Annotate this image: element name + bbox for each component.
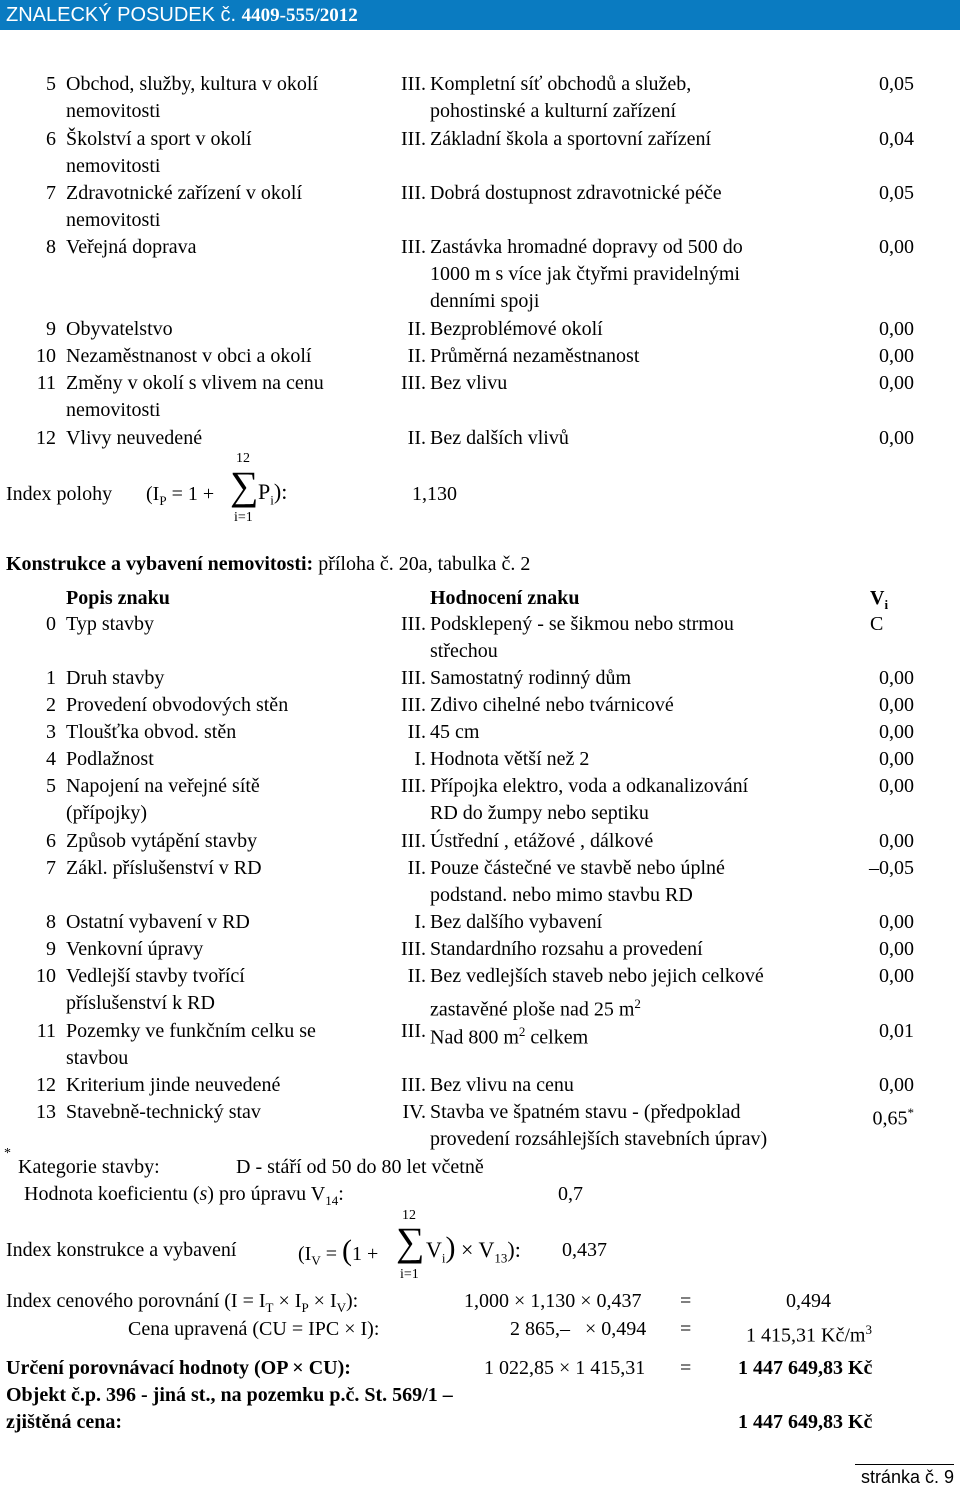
row-description — [430, 316, 830, 343]
row-description-line — [430, 71, 830, 98]
row-label — [66, 746, 386, 773]
kategorie-label: Kategorie stavby: — [18, 1156, 160, 1178]
porovnani-label: Index cenového porovnání $(I = I_T \times I_P \times I_V)$: — [6, 1290, 359, 1315]
description-text: Bezproblémové okolí — [430, 318, 603, 340]
kategorie-value: D - stáří od 50 do 80 let včetně — [236, 1156, 484, 1178]
row-description-line — [430, 963, 830, 990]
value-text: 0,00 — [879, 938, 914, 960]
row-grade: III. — [401, 775, 426, 797]
cena-calc: 2 865,– × 0,494 — [510, 1318, 647, 1340]
cena-result: 1 415,31 $Kč/m^3$ — [746, 1322, 872, 1347]
value-text: 0,00 — [879, 427, 914, 449]
row-number: 12 — [36, 1074, 56, 1096]
row-label-line: Školství a sport v okolí — [66, 128, 252, 150]
row-grade: II. — [407, 857, 426, 879]
row-label — [66, 343, 386, 370]
row-grade: III. — [401, 1020, 426, 1042]
superscript: 2 — [518, 1024, 526, 1039]
row-description — [430, 909, 830, 936]
row-label-line: příslušenství k RD — [66, 992, 215, 1014]
row-value — [814, 71, 914, 98]
row-grade: III. — [401, 613, 426, 635]
porovnani-eq: = — [680, 1290, 692, 1312]
row-value — [814, 180, 914, 207]
row-value — [814, 963, 914, 990]
urceni-result: 1 447 649,83 Kč — [738, 1357, 873, 1379]
row-label-line: stavbou — [66, 1047, 129, 1069]
row-description-line — [430, 746, 830, 773]
row-label — [66, 180, 386, 234]
porovnani-result: 0,494 — [786, 1290, 831, 1312]
sum2-symbol: ∑ — [396, 1219, 425, 1264]
row-description — [430, 1072, 830, 1099]
row-label — [66, 719, 386, 746]
row-description-line — [430, 909, 830, 936]
row-label — [66, 1099, 386, 1126]
row-description — [430, 126, 830, 153]
row-number: 10 — [36, 965, 56, 987]
row-grade: I. — [414, 911, 426, 933]
description-text: Ústřední , etážové , dálkové — [430, 830, 654, 852]
row-number: 13 — [36, 1101, 56, 1123]
index-konstrukce-formula-start: ($I_V = (1$ + — [298, 1234, 379, 1268]
row-label-line: Druh stavby — [66, 667, 165, 689]
row-label-line: Nezaměstnanost v obci a okolí — [66, 345, 312, 367]
row-number: 9 — [46, 938, 56, 960]
row-grade: II. — [407, 345, 426, 367]
index-konstrukce-formula-end: $V_i) \times V_{13}$): — [426, 1231, 521, 1266]
row-grade: II. — [407, 965, 426, 987]
objekt-line-1: Objekt č.p. 396 - jiná st., na pozemku p.č. St. 569/1 – — [6, 1384, 453, 1406]
index-polohy-term: $P_i$): — [258, 479, 288, 508]
row-description — [430, 692, 830, 719]
description-text: RD do žumpy nebo septiku — [430, 802, 649, 824]
index-konstrukce-label: Index konstrukce a vybavení — [6, 1239, 237, 1261]
row-grade: II. — [407, 721, 426, 743]
row-value — [814, 234, 914, 261]
superscript: * — [907, 1105, 914, 1120]
row-label — [66, 425, 386, 452]
sum-lower-limit: i=1 — [234, 510, 253, 525]
row-label — [66, 126, 386, 180]
value-text: 0,00 — [879, 372, 914, 394]
row-description — [430, 425, 830, 452]
description-text: pohostinské a kulturní zařízení — [430, 100, 677, 122]
row-label — [66, 611, 386, 638]
row-label-line: Tloušťka obvod. stěn — [66, 721, 237, 743]
row-value — [814, 1099, 914, 1133]
row-label-line: Veřejná doprava — [66, 236, 197, 258]
value-text: 0,00 — [879, 667, 914, 689]
row-description-line — [430, 234, 830, 261]
row-number: 5 — [46, 775, 56, 797]
row-number: 2 — [46, 694, 56, 716]
description-text: 45 cm — [430, 721, 480, 743]
row-grade: IV. — [402, 1101, 426, 1123]
row-description-line — [430, 261, 830, 288]
description-text: Dobrá dostupnost zdravotnické péče — [430, 182, 722, 204]
row-value — [814, 370, 914, 397]
row-value — [814, 1018, 914, 1045]
sum-symbol: ∑ — [230, 463, 259, 508]
value-text: 0,00 — [879, 965, 914, 987]
document-header — [0, 0, 960, 30]
row-label — [66, 773, 386, 827]
row-description-line — [430, 1099, 830, 1126]
row-description-line — [430, 126, 830, 153]
row-label-line: Podlažnost — [66, 748, 154, 770]
value-text: 0,00 — [879, 830, 914, 852]
row-description — [430, 855, 830, 909]
index-polohy-label: Index polohy — [6, 483, 113, 505]
row-label — [66, 71, 386, 125]
description-text: Bez vlivu na cenu — [430, 1074, 574, 1096]
row-number: 7 — [46, 182, 56, 204]
row-value — [814, 909, 914, 936]
description-text: střechou — [430, 640, 498, 662]
row-number: 5 — [46, 73, 56, 95]
row-description-line — [430, 98, 830, 125]
row-label-line: nemovitosti — [66, 155, 161, 177]
value-text: 0,05 — [879, 73, 914, 95]
description-text: Bez dalších vlivů — [430, 427, 569, 449]
row-description-line — [430, 773, 830, 800]
row-description-line — [430, 611, 830, 638]
description-text: Základní škola a sportovní zařízení — [430, 128, 712, 150]
row-label-line: Kriterium jinde neuvedené — [66, 1074, 281, 1096]
objekt-value: 1 447 649,83 Kč — [738, 1411, 873, 1433]
description-text: Zdivo cihelné nebo tvárnicové — [430, 694, 674, 716]
row-label — [66, 665, 386, 692]
description-text: Hodnota větší než 2 — [430, 748, 590, 770]
row-value — [814, 746, 914, 773]
row-value — [814, 665, 914, 692]
value-text: 0,65 — [872, 1107, 908, 1130]
row-description-line — [430, 692, 830, 719]
row-description-line — [430, 828, 830, 855]
row-value — [814, 855, 914, 882]
urceni-calc: 1 022,85 × 1 415,31 — [484, 1357, 646, 1379]
row-label-line: Venkovní úpravy — [66, 938, 204, 960]
row-grade: III. — [401, 667, 426, 689]
row-label-line: Způsob vytápění stavby — [66, 830, 258, 852]
value-text: 0,00 — [879, 236, 914, 258]
value-text: C — [870, 613, 884, 635]
header-title: ZNALECKÝ POSUDEK č. — [6, 4, 237, 26]
value-text: 0,00 — [879, 911, 914, 933]
row-value — [814, 719, 914, 746]
row-description — [430, 719, 830, 746]
row-grade: I. — [414, 748, 426, 770]
row-label — [66, 692, 386, 719]
row-number: 11 — [36, 1020, 56, 1042]
description-text: Bez vlivu — [430, 372, 508, 394]
urceni-label: Určení porovnávací hodnoty (OP × CU): — [6, 1357, 351, 1379]
row-number: 8 — [46, 236, 56, 258]
row-description-line — [430, 288, 830, 315]
row-value — [814, 828, 914, 855]
description-text: zastavěné ploše nad 25 m — [430, 998, 635, 1021]
urceni-eq: = — [680, 1357, 692, 1379]
col-header-v: $V_i$ — [870, 587, 889, 612]
row-description — [430, 828, 830, 855]
row-description — [430, 773, 830, 827]
sum-upper-limit: 12 — [236, 451, 250, 466]
row-description-line — [430, 1018, 830, 1052]
row-label — [66, 963, 386, 1017]
row-number: 6 — [46, 128, 56, 150]
row-label — [66, 316, 386, 343]
description-text: 1000 m s více jak čtyřmi pravidelnými — [430, 263, 740, 285]
value-text: 0,00 — [879, 721, 914, 743]
row-description-line — [430, 1072, 830, 1099]
description-text: Standardního rozsahu a provedení — [430, 938, 703, 960]
description-text: Samostatný rodinný dům — [430, 667, 632, 689]
row-grade: III. — [401, 128, 426, 150]
page-footer — [855, 1464, 954, 1489]
col-header-hodnoceni: Hodnocení znaku — [430, 587, 580, 609]
row-label-line: Provedení obvodových stěn — [66, 694, 289, 716]
description-text: podstand. nebo mimo stavbu RD — [430, 884, 693, 906]
row-number: 4 — [46, 748, 56, 770]
row-label — [66, 234, 386, 261]
row-description — [430, 370, 830, 397]
description-text: Zastávka hromadné dopravy od 500 do — [430, 236, 743, 258]
row-number: 6 — [46, 830, 56, 852]
row-grade: III. — [401, 830, 426, 852]
row-description-line — [430, 1126, 830, 1153]
value-text: 0,00 — [879, 1074, 914, 1096]
row-number: 9 — [46, 318, 56, 340]
row-label-line: Pozemky ve funkčním celku se — [66, 1020, 316, 1042]
row-value — [814, 343, 914, 370]
row-number: 12 — [36, 427, 56, 449]
row-grade: II. — [407, 318, 426, 340]
objekt-line-2: zjištěná cena: — [6, 1411, 123, 1433]
row-label-line: Vlivy neuvedené — [66, 427, 203, 449]
row-description — [430, 180, 830, 207]
row-label — [66, 936, 386, 963]
row-value — [814, 316, 914, 343]
row-description — [430, 71, 830, 125]
row-number: 0 — [46, 613, 56, 635]
row-description-line — [430, 316, 830, 343]
konstrukce-heading: Konstrukce a vybavení nemovitosti: příloha č. 20a, tabulka č. 2 — [6, 553, 531, 575]
description-text: Bez dalšího vybavení — [430, 911, 603, 933]
row-label — [66, 909, 386, 936]
row-number: 1 — [46, 667, 56, 689]
value-text: 0,01 — [879, 1020, 914, 1042]
value-text: –0,05 — [869, 857, 914, 879]
description-text: Přípojka elektro, voda a odkanalizování — [430, 775, 749, 797]
row-label — [66, 828, 386, 855]
description-text: Podsklepený - se šikmou nebo strmou — [430, 613, 734, 635]
row-value — [814, 126, 914, 153]
index-konstrukce-value: 0,437 — [562, 1239, 607, 1261]
row-value — [814, 1072, 914, 1099]
row-description — [430, 611, 830, 665]
row-grade: III. — [401, 236, 426, 258]
value-text: 0,00 — [879, 345, 914, 367]
row-description — [430, 343, 830, 370]
row-value — [814, 692, 914, 719]
description-text: Pouze částečné ve stavbě nebo úplné — [430, 857, 725, 879]
description-text: provedení rozsáhlejších stavebních úprav) — [430, 1128, 768, 1150]
description-text: Kompletní síť obchodů a služeb, — [430, 73, 692, 95]
description-text: Stavba ve špatném stavu - (předpoklad — [430, 1101, 741, 1123]
footnote-star: * — [4, 1146, 11, 1161]
row-label — [66, 855, 386, 882]
row-description-line — [430, 370, 830, 397]
sum2-lower-limit: i=1 — [400, 1267, 419, 1282]
row-description — [430, 1099, 830, 1153]
row-label-line: Obchod, služby, kultura v okolí — [66, 73, 319, 95]
row-label-line: Zdravotnické zařízení v okolí — [66, 182, 303, 204]
row-description-line — [430, 855, 830, 882]
row-description — [430, 963, 830, 1024]
row-label-line: Ostatní vybavení v RD — [66, 911, 250, 933]
row-description — [430, 746, 830, 773]
row-label-line: Napojení na veřejné sítě — [66, 775, 260, 797]
row-label — [66, 1018, 386, 1072]
row-description-line — [430, 343, 830, 370]
row-grade: III. — [401, 694, 426, 716]
row-value — [814, 936, 914, 963]
value-text: 0,00 — [879, 318, 914, 340]
row-label — [66, 370, 386, 424]
superscript: 2 — [634, 996, 641, 1011]
row-label-line: Změny v okolí s vlivem na cenu — [66, 372, 324, 394]
value-text: 0,00 — [879, 694, 914, 716]
row-label-line: Zákl. příslušenství v RD — [66, 857, 262, 879]
row-label-line: nemovitosti — [66, 399, 161, 421]
row-label-line: nemovitosti — [66, 100, 161, 122]
index-polohy-value: 1,130 — [412, 483, 457, 505]
row-number: 8 — [46, 911, 56, 933]
page-number: 9 — [943, 1467, 954, 1487]
row-description-line — [430, 719, 830, 746]
row-description-line — [430, 800, 830, 827]
row-number: 11 — [36, 372, 56, 394]
row-description — [430, 665, 830, 692]
row-description-line — [430, 882, 830, 909]
row-label-line: (přípojky) — [66, 802, 148, 824]
footer-label: stránka č. — [860, 1467, 939, 1487]
header-number: 4409-555/2012 — [241, 5, 358, 26]
description-text: Bez vedlejších staveb nebo jejich celkové — [430, 965, 764, 987]
row-description-line — [430, 665, 830, 692]
row-description — [430, 936, 830, 963]
row-label-line: Typ stavby — [66, 613, 155, 635]
row-description-line — [430, 180, 830, 207]
row-grade: III. — [401, 73, 426, 95]
row-value — [814, 425, 914, 452]
row-grade: III. — [401, 938, 426, 960]
row-label-line: Obyvatelstvo — [66, 318, 173, 340]
description-text: Nad 800 m — [430, 1026, 519, 1049]
row-description — [430, 1018, 830, 1052]
row-description-line — [430, 638, 830, 665]
row-description-line — [430, 425, 830, 452]
hodnota-koeficientu-value: 0,7 — [558, 1183, 583, 1205]
col-header-popis: Popis znaku — [66, 587, 170, 609]
row-number: 7 — [46, 857, 56, 879]
row-grade: III. — [401, 182, 426, 204]
cena-eq: = — [680, 1318, 692, 1340]
cena-label: Cena upravená (CU = IPC × I): — [128, 1318, 380, 1340]
description-text: celkem — [525, 1026, 589, 1049]
row-value — [870, 611, 960, 638]
description-text: denními spoji — [430, 290, 540, 312]
row-number: 3 — [46, 721, 56, 743]
row-description — [430, 234, 830, 315]
row-value — [814, 773, 914, 800]
row-grade: II. — [407, 427, 426, 449]
porovnani-calc: 1,000 × 1,130 × 0,437 — [464, 1290, 642, 1312]
description-text: Průměrná nezaměstnanost — [430, 345, 640, 367]
sum2-upper-limit: 12 — [402, 1208, 416, 1223]
row-label-line: Stavebně-technický stav — [66, 1101, 261, 1123]
row-description-line — [430, 936, 830, 963]
row-label — [66, 1072, 386, 1099]
value-text: 0,05 — [879, 182, 914, 204]
row-label-line: nemovitosti — [66, 209, 161, 231]
row-grade: III. — [401, 372, 426, 394]
value-text: 0,00 — [879, 775, 914, 797]
hodnota-koeficientu-label: Hodnota koeficientu (s) pro úpravu $V_{14}$: — [24, 1183, 344, 1208]
row-label-line: Vedlejší stavby tvořící — [66, 965, 245, 987]
value-text: 0,00 — [879, 748, 914, 770]
value-text: 0,04 — [879, 128, 914, 150]
row-grade: III. — [401, 1074, 426, 1096]
index-polohy-formula: ($I_P = 1$ + — [146, 483, 215, 508]
row-number: 10 — [36, 345, 56, 367]
